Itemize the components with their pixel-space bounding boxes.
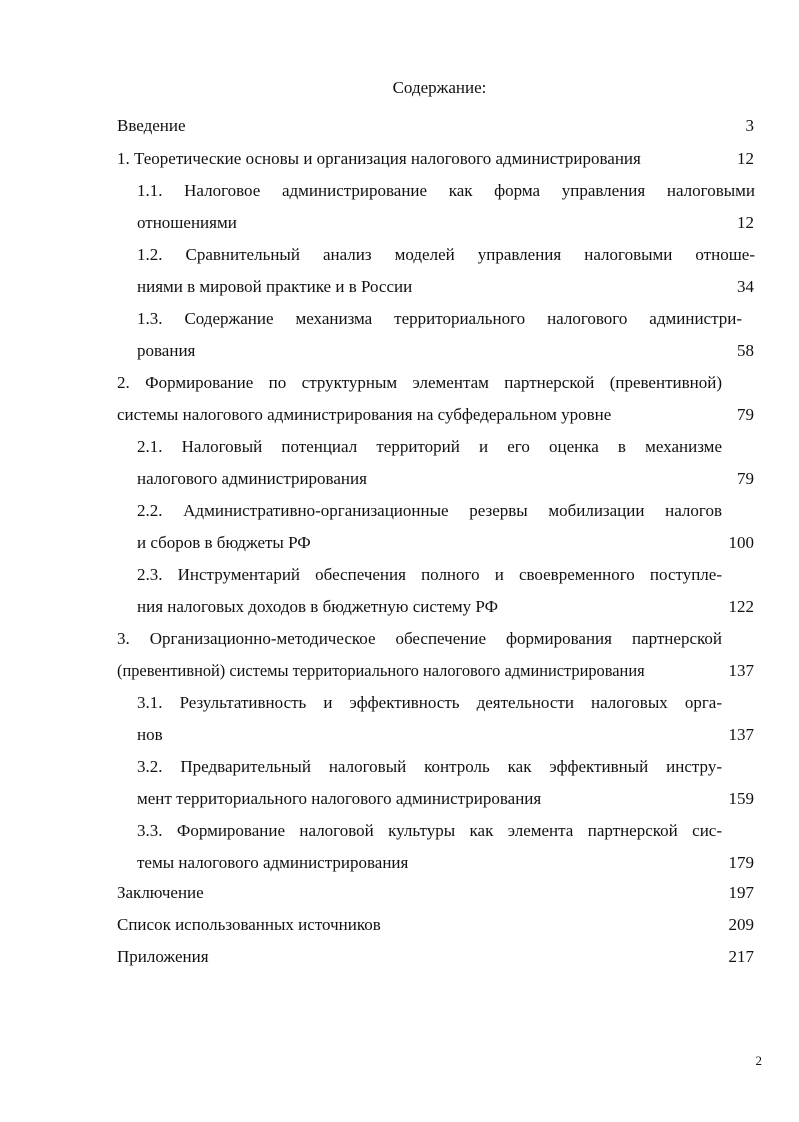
- footer-page-number: 2: [755, 1053, 762, 1068]
- toc-page-number: 12: [737, 149, 754, 168]
- toc-page-number: 209: [728, 915, 754, 934]
- toc-entry-section-2-3-cont: ния налоговых доходов в бюджетную систему РФ: [137, 597, 499, 616]
- toc-entry-section-2-2: 2.2. Административно-организационные резервы мобилизации налогов: [137, 501, 722, 520]
- toc-page-number: 79: [737, 469, 754, 488]
- toc-page-number: 58: [737, 341, 754, 360]
- toc-entry-appendices: Приложения: [117, 947, 209, 966]
- toc-entry-chapter-3-cont: (превентивной) системы территориального налогового администрирования: [117, 661, 645, 680]
- toc-page-number: 79: [737, 405, 754, 424]
- toc-entry-section-2-1-cont: налогового администрирования: [137, 469, 367, 488]
- toc-entry-section-1-1-cont: отношениями: [137, 213, 237, 232]
- toc-page-number: 3: [745, 116, 754, 135]
- toc-entry-chapter-2: 2. Формирование по структурным элементам партнерской (превентивной): [117, 373, 722, 392]
- toc-page-number: 137: [728, 725, 754, 744]
- toc-page-number: 100: [728, 533, 754, 552]
- toc-entry-section-1-1: 1.1. Налоговое администрирование как форма управления налоговыми: [137, 181, 755, 200]
- toc-entry-section-2-3: 2.3. Инструментарий обеспечения полного и своевременного поступле-: [137, 565, 722, 584]
- toc-page-number: 12: [737, 213, 754, 232]
- toc-entry-section-2-1: 2.1. Налоговый потенциал территорий и его оценка в механизме: [137, 437, 722, 456]
- toc-entry-section-3-3-cont: темы налогового администрирования: [137, 853, 409, 872]
- toc-title: Содержание:: [392, 78, 487, 97]
- toc-page-number: 34: [737, 277, 754, 296]
- toc-page-number: 137: [728, 661, 754, 680]
- toc-entry-section-3-2: 3.2. Предварительный налоговый контроль как эффективный инстру-: [137, 757, 722, 776]
- toc-page-number: 217: [728, 947, 754, 966]
- toc-entry-section-3-1-cont: нов: [137, 725, 163, 744]
- toc-page-number: 197: [728, 883, 754, 902]
- toc-entry-section-2-2-cont: и сборов в бюджеты РФ: [137, 533, 311, 552]
- toc-entry-section-1-3-cont: рования: [137, 341, 196, 360]
- toc-entry-conclusion: Заключение: [117, 883, 204, 902]
- toc-entry-chapter-2-cont: системы налогового администрирования на субфедеральном уровне: [117, 405, 612, 424]
- toc-entry-section-1-2: 1.2. Сравнительный анализ моделей управления налоговыми отноше-: [137, 245, 755, 264]
- toc-entry-section-3-3: 3.3. Формирование налоговой культуры как элемента партнерской сис-: [137, 821, 722, 840]
- toc-entry-chapter-3: 3. Организационно-методическое обеспечение формирования партнерской: [117, 629, 722, 648]
- toc-entry-references: Список использованных источников: [117, 915, 381, 934]
- toc-entry-chapter-1: 1. Теоретические основы и организация налогового администрирования: [117, 149, 641, 168]
- toc-entry-section-1-2-cont: ниями в мировой практике и в России: [137, 277, 413, 296]
- toc-entry-introduction: Введение: [117, 116, 186, 135]
- toc-page-number: 179: [728, 853, 754, 872]
- toc-entry-section-3-2-cont: мент территориального налогового администрирования: [137, 789, 542, 808]
- toc-page-number: 159: [728, 789, 754, 808]
- toc-page-number: 122: [728, 597, 754, 616]
- toc-entry-section-3-1: 3.1. Результативность и эффективность деятельности налоговых орга-: [137, 693, 722, 712]
- toc-entry-section-1-3: 1.3. Содержание механизма территориального налогового администри-: [137, 309, 742, 328]
